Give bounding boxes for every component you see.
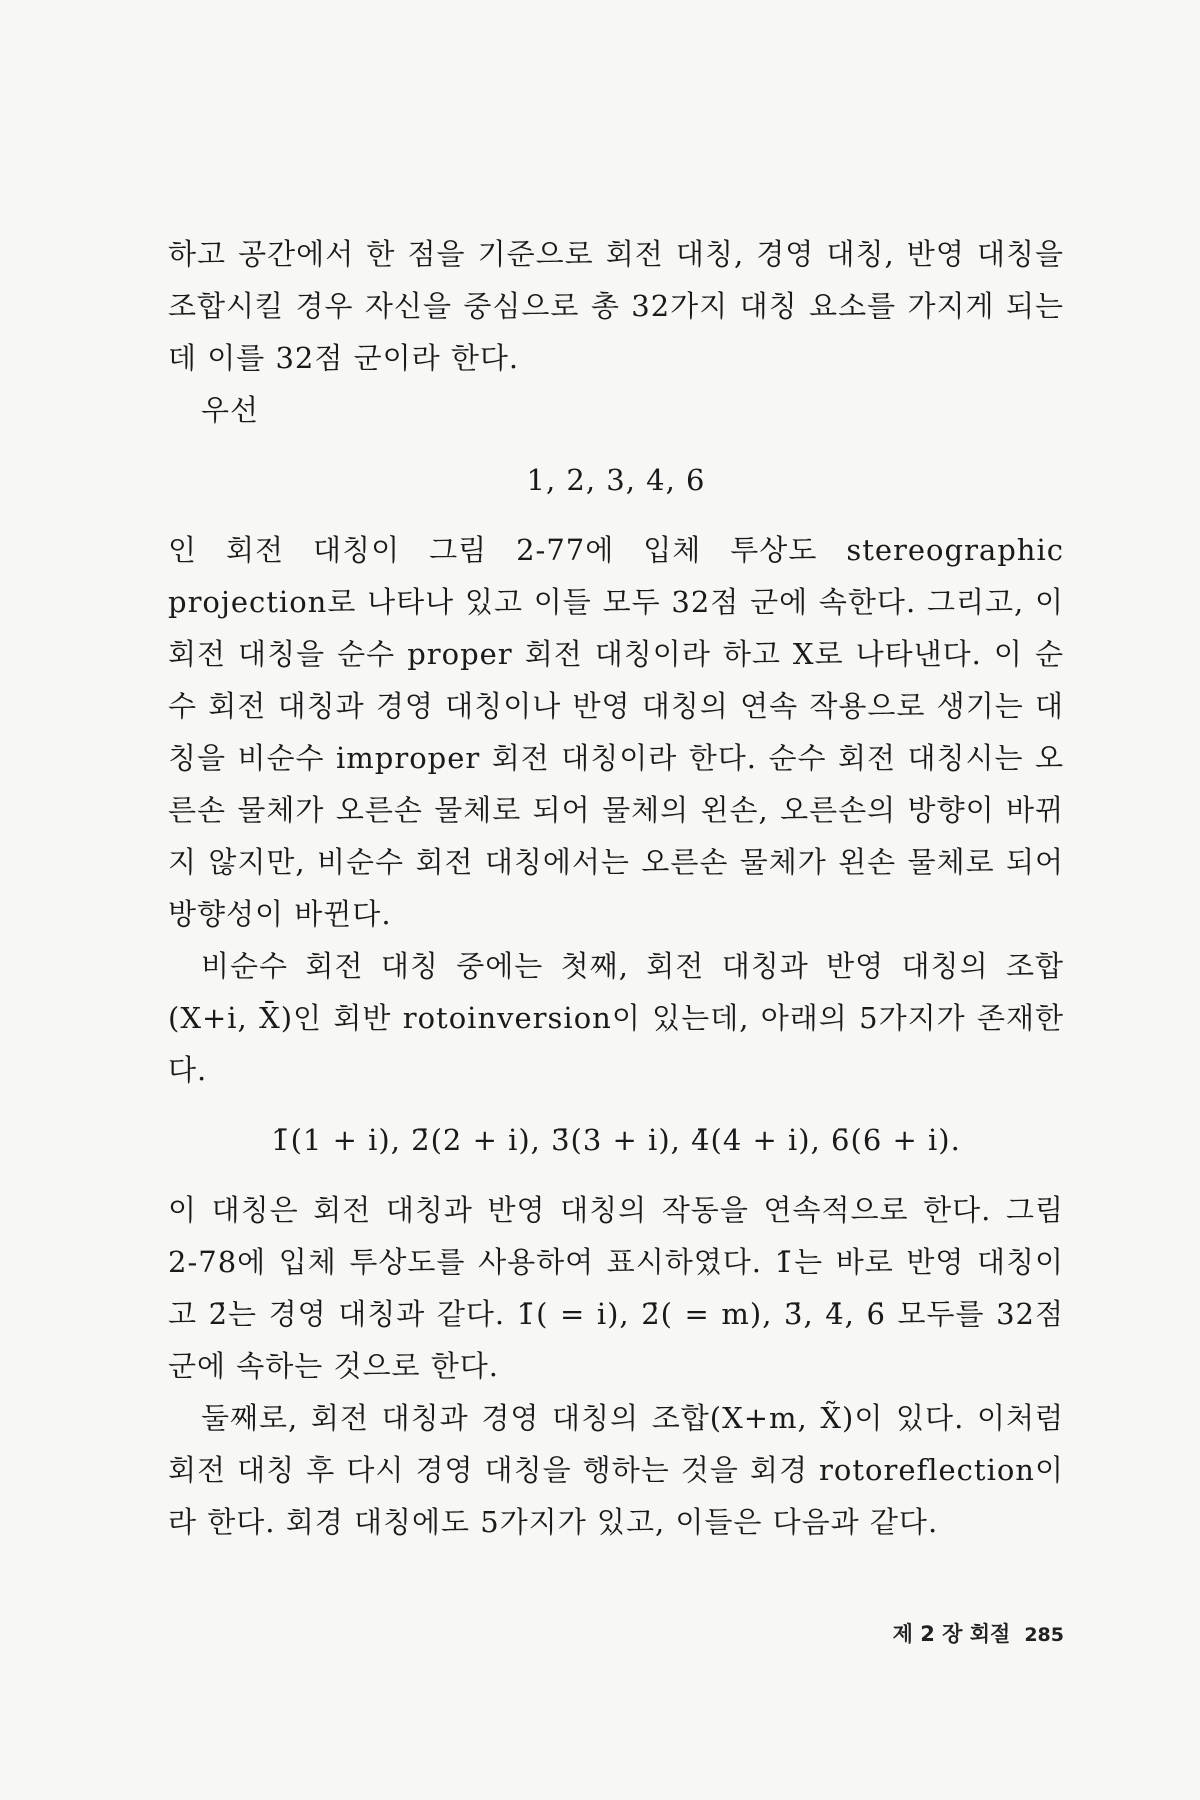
- body-text: [168, 228, 1064, 1548]
- formula-rotation-orders: 1, 2, 3, 4, 6: [526, 463, 706, 497]
- chapter-title: 제 2 장 회절: [892, 1622, 1011, 1646]
- paragraph-1: 하고 공간에서 한 점을 기준으로 회전 대칭, 경영 대칭, 반영 대칭을 조합시킬 경우 자신을 중심으로 총 32가지 대칭 요소를 가지게 되는데 이를 32점 군이라 한다.: [168, 237, 1064, 375]
- paragraph-2: 우선: [201, 393, 260, 427]
- page-footer: [893, 1618, 1064, 1648]
- paragraph-4: 비순수 회전 대칭 중에는 첫째, 회전 대칭과 반영 대칭의 조합 (X+i, X̄)인 회반 rotoinversion이 있는데, 아래의 5가지가 존재한다.: [168, 949, 1064, 1087]
- paragraph-6: 둘째로, 회전 대칭과 경영 대칭의 조합(X+m, X̃)이 있다. 이처럼 회전 대칭 후 다시 경영 대칭을 행하는 것을 회경 rotoreflection이라 한다. 회경 대칭에도 5가지가 있고, 이들은 다음과 같다.: [168, 1401, 1064, 1539]
- paragraph-5: 이 대칭은 회전 대칭과 반영 대칭의 작동을 연속적으로 한다. 그림 2-78에 입체 투상도를 사용하여 표시하였다. 1̄는 바로 반영 대칭이고 2̄는 경영 대칭과 같다. 1̄( = i), 2̄( = m), 3̄, 4̄, 6̄ 모두를 32점 군에 속하는 것으로 한다.: [168, 1193, 1064, 1383]
- paragraph-3: 인 회전 대칭이 그림 2-77에 입체 투상도 stereographic projection로 나타나 있고 이들 모두 32점 군에 속한다. 그리고, 이 회전 대칭을 순수 proper 회전 대칭이라 하고 X로 나타낸다. 이 순수 회전 대칭과 경영 대칭이나 반영 대칭의 연속 작용으로 생기는 대칭을 비순수 improper 회전 대칭이라 한다. 순수 회전 대칭시는 오른손 물체가 오른손 물체로 되어 물체의 왼손, 오른손의 방향이 바뀌지 않지만, 비순수 회전 대칭에서는 오른손 물체가 왼손 물체로 되어 방향성이 바뀐다.: [168, 533, 1064, 931]
- page-number: 285: [1024, 1624, 1064, 1646]
- formula-rotoinversion: 1̄(1 + i), 2̄(2 + i), 3̄(3 + i), 4̄(4 + i), 6̄(6 + i).: [271, 1123, 961, 1157]
